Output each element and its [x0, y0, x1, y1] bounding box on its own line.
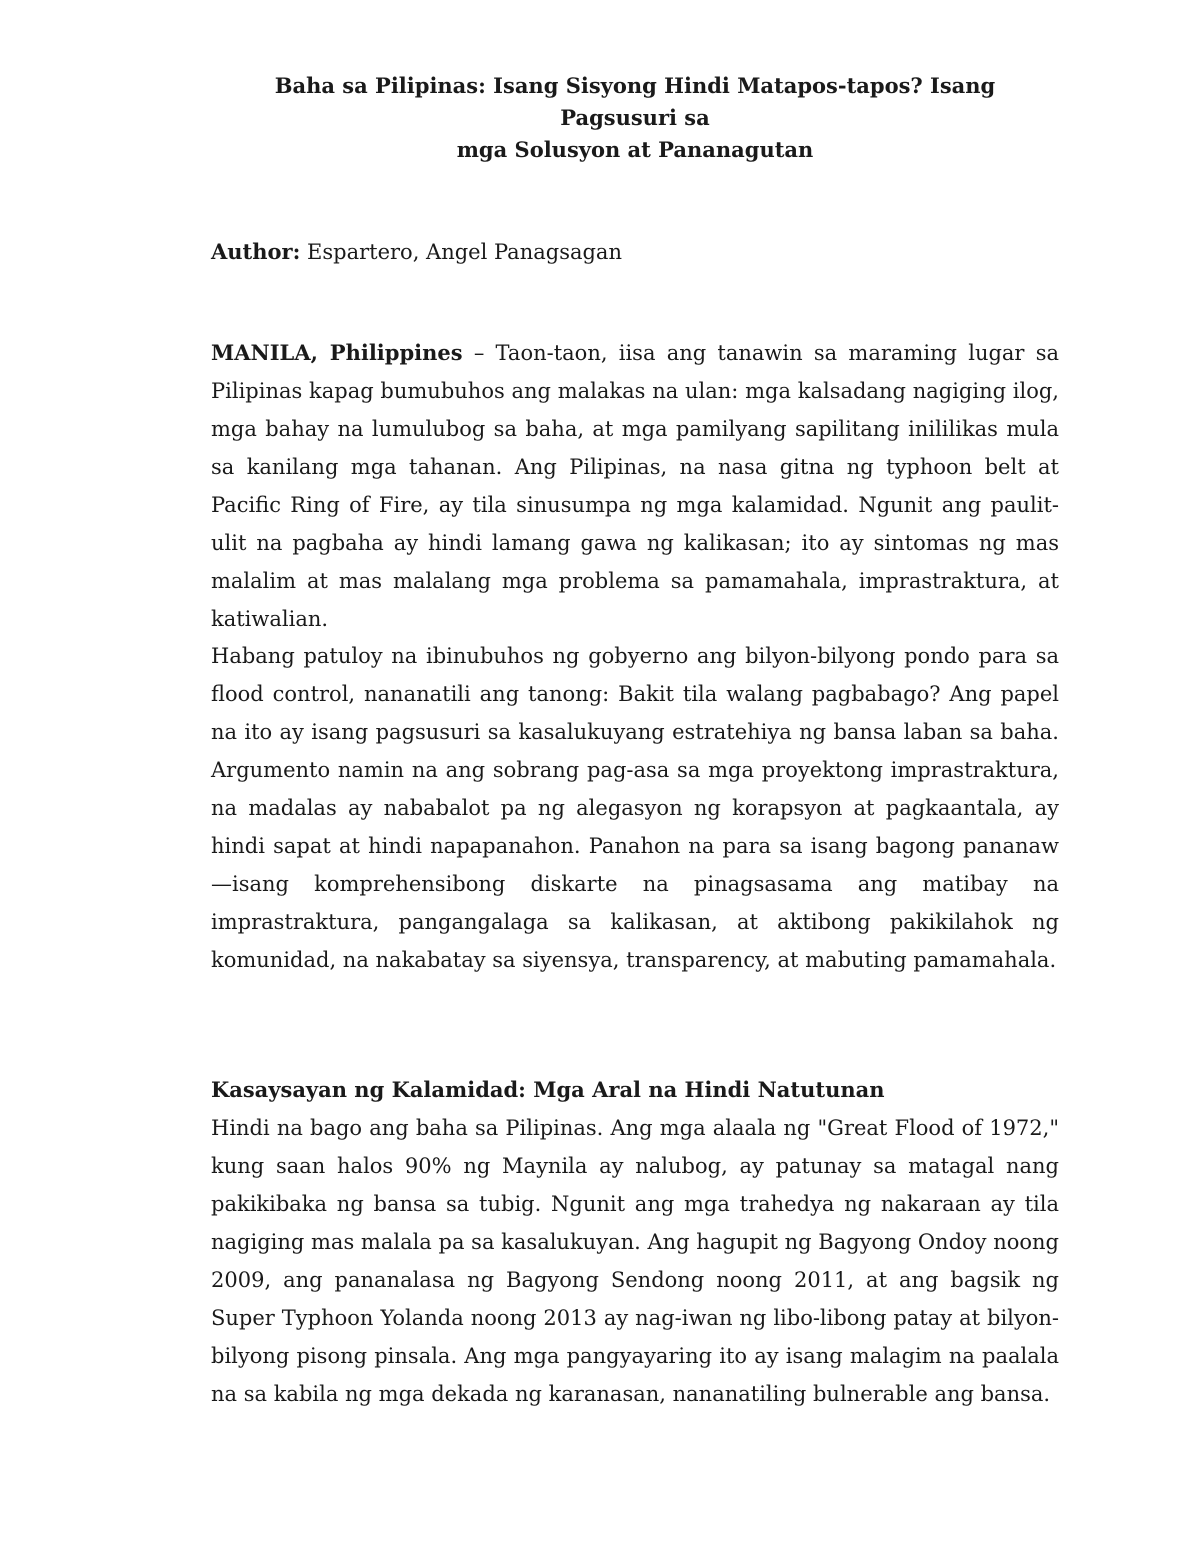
- paragraph-intro: [211, 334, 1059, 638]
- document-title: [211, 70, 1059, 166]
- author-line: [211, 236, 622, 268]
- section-history: [211, 1071, 1059, 1413]
- paragraph-thesis-text: Habang patuloy na ibinubuhos ng gobyerno ang bilyon-bilyong pondo para sa flood control, nananatili ang tanong: Bakit tila walang pagbabago? Ang papel na ito ay isang pagsusuri sa kasalukuyang estratehiya ng bansa laban sa baha. Argumento namin na ang sobrang pag-asa sa mga proyektong imprastraktura, na madalas ay nababalot pa ng alegasyon ng korapsyon at pagkaantala, ay hindi sapat at hindi napapanahon. Panahon na para sa isang bagong pananaw—isang komprehensibong diskarte na pinagsasama ang matibay na imprastraktura, pangangalaga sa kalikasan, at aktibong pakikilahok ng komunidad, na nakabatay sa siyensya, transparency, at mabuting pamamahala.: [211, 644, 1059, 972]
- document-page: [211, 70, 1060, 1406]
- dateline: MANILA, Philippines: [211, 340, 463, 365]
- paragraph-intro-text: – Taon-taon, iisa ang tanawin sa maraming lugar sa Pilipinas kapag bumubuhos ang malakas na ulan: mga kalsadang nagiging ilog, mga bahay na lumulubog sa baha, at mga pamilyang sapilitang inililikas mula sa kanilang mga tahanan. Ang Pilipinas, na nasa gitna ng typhoon belt at Pacific Ring of Fire, ay tila sinusumpa ng mga kalamidad. Ngunit ang paulit-ulit na pagbaha ay hindi lamang gawa ng kalikasan; ito ay sintomas ng mas malalim at mas malalang mga problema sa pamamahala, imprastraktura, at katiwalian.: [211, 341, 1060, 631]
- paragraph-thesis: [211, 637, 1059, 979]
- section-heading: Kasaysayan ng Kalamidad: Mga Aral na Hindi Natutunan: [211, 1077, 885, 1102]
- author-label: Author:: [211, 239, 301, 264]
- author-name: Espartero, Angel Panagsagan: [300, 240, 622, 264]
- section-history-text: Hindi na bago ang baha sa Pilipinas. Ang mga alaala ng "Great Flood of 1972," kung saan halos 90% ng Maynila ay nalubog, ay patunay sa matagal nang pakikibaka ng bansa sa tubig. Ngunit ang mga trahedya ng nakaraan ay tila nagiging mas malala pa sa kasalukuyan. Ang hagupit ng Bagyong Ondoy noong 2009, ang pananalasa ng Bagyong Sendong noong 2011, at ang bagsik ng Super Typhoon Yolanda noong 2013 ay nag-iwan ng libo-libong patay at bilyon-bilyong pisong pinsala. Ang mga pangyayaring ito ay isang malagim na paalala na sa kabila ng mga dekada ng karanasan, nananatiling bulnerable ang bansa.: [211, 1116, 1059, 1406]
- title-line-2: mga Solusyon at Pananagutan: [456, 137, 814, 162]
- title-line-1: Baha sa Pilipinas: Isang Sisyong Hindi Matapos-tapos? Isang Pagsusuri sa: [274, 73, 996, 130]
